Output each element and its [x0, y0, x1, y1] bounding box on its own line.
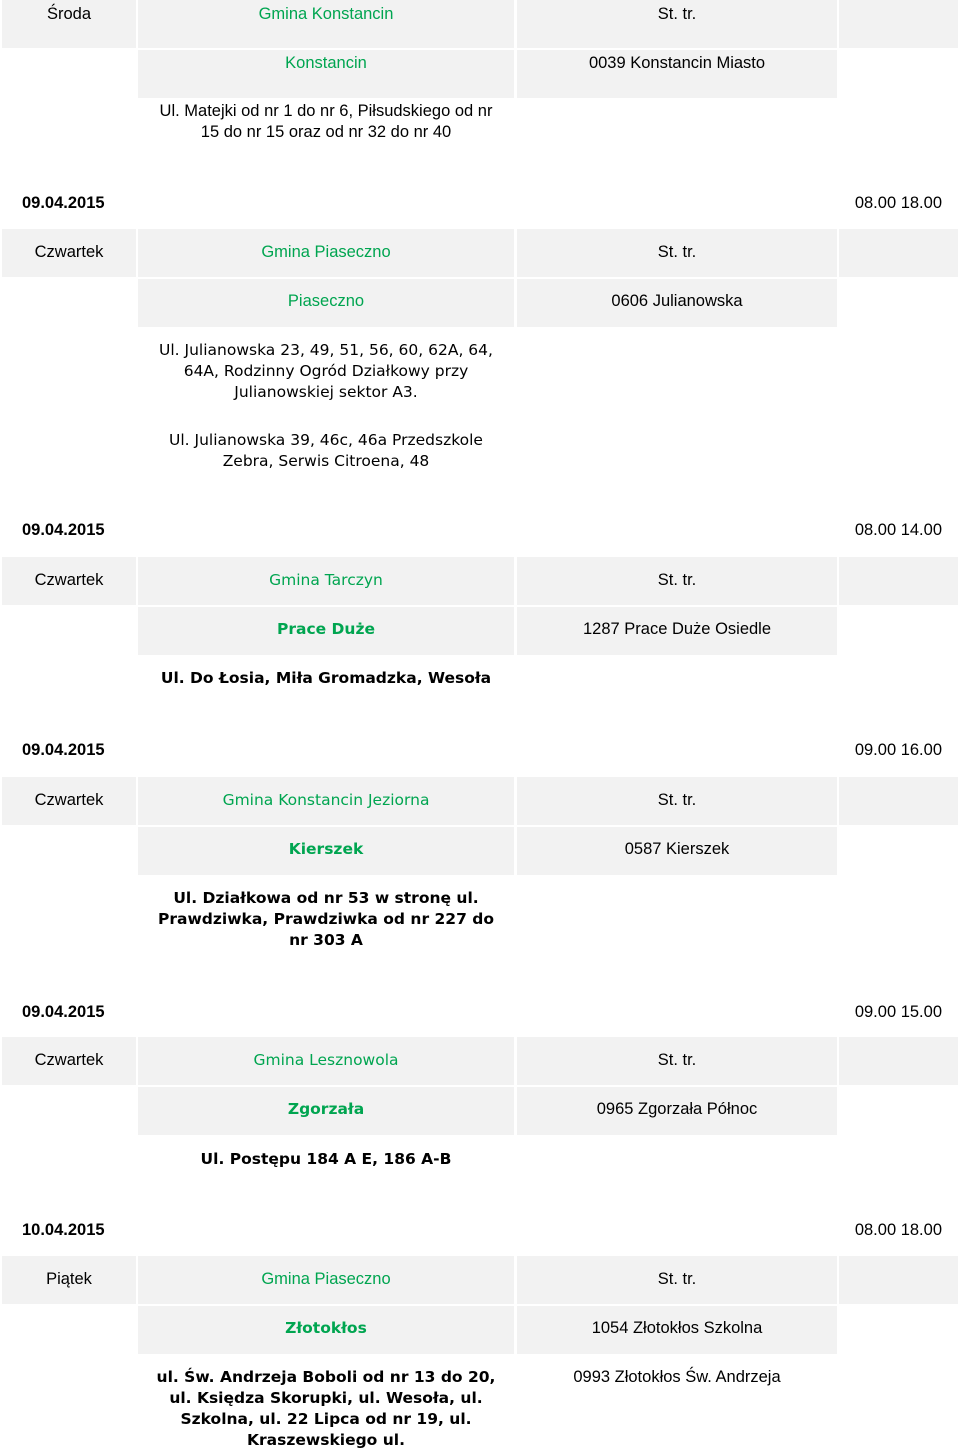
station-cell-2: [517, 1367, 837, 1388]
gmina-label: Gmina Konstancin Jeziorna: [222, 791, 430, 809]
gmina-cell: [138, 777, 514, 825]
streets-label: Ul. Julianowska 23, 49, 51, 56, 60, 62A, 64, 64A, Rodzinny Ogród Działkowy przy Julianowskiej sektor A3.: [159, 341, 493, 401]
streets-text-2: [138, 430, 514, 472]
hours-label: 08.00 18.00: [854, 1221, 942, 1239]
miejscowosc-cell: [138, 1306, 514, 1354]
streets-label: Ul. Postępu 184 A E, 186 A-B: [200, 1150, 452, 1168]
st-cell: [517, 1256, 837, 1304]
miejscowosc-label: Konstancin: [285, 54, 367, 72]
gmina-label: Gmina Konstancin: [258, 5, 394, 23]
streets-label-2: Ul. Julianowska 39, 46c, 46a Przedszkole Zebra, Serwis Citroena, 48: [169, 431, 483, 470]
miejscowosc-label: Kierszek: [288, 840, 364, 858]
st-label: St. tr.: [657, 791, 697, 809]
date-label: 09.04.2015: [22, 521, 105, 539]
station-label: 1287 Prace Duże Osiedle: [582, 620, 772, 638]
hours-cell: [839, 1037, 958, 1085]
streets-text: [138, 101, 514, 143]
hours-cell: [839, 0, 958, 48]
gmina-cell: [138, 557, 514, 605]
miejscowosc-cell: [138, 827, 514, 875]
miejscowosc-label: Piaseczno: [287, 292, 365, 310]
hours-cell: [839, 777, 958, 825]
day-label: Środa: [46, 5, 92, 23]
st-label: St. tr.: [657, 1270, 697, 1288]
st-label: St. tr.: [657, 5, 697, 23]
st-cell: [517, 777, 837, 825]
st-cell: [517, 557, 837, 605]
day-label: Czwartek: [34, 791, 104, 809]
st-label: St. tr.: [657, 1051, 697, 1069]
gmina-cell: [138, 1037, 514, 1085]
hours-cell: [839, 229, 958, 277]
streets-label: Ul. Matejki od nr 1 do nr 6, Piłsudskiego od nr 15 do nr 15 oraz od nr 32 do nr 40: [159, 102, 493, 141]
streets-label: ul. Św. Andrzeja Boboli od nr 13 do 20, ul. Księdza Skorupki, ul. Wesoła, ul. Szkolna, ul. 22 Lipca od nr 19, ul. Kraszewskiego ul.: [156, 1368, 496, 1449]
miejscowosc-cell: [138, 607, 514, 655]
station-label: 0587 Kierszek: [624, 840, 730, 858]
miejscowosc-cell: [138, 279, 514, 327]
day-label: Czwartek: [34, 1051, 104, 1069]
date-label: 09.04.2015: [22, 194, 105, 212]
gmina-cell: [138, 229, 514, 277]
streets-label: Ul. Działkowa od nr 53 w stronę ul. Prawdziwka, Prawdziwka od nr 227 do nr 303 A: [158, 889, 494, 949]
day-label: Piątek: [46, 1270, 92, 1288]
streets-text: [138, 888, 514, 951]
gmina-label: Gmina Lesznowola: [253, 1051, 399, 1069]
hours-label: 08.00 18.00: [854, 194, 942, 212]
station-label: 0965 Zgorzała Północ: [596, 1100, 758, 1118]
station-label: 1054 Złotokłos Szkolna: [591, 1319, 763, 1337]
day-cell: [2, 1037, 136, 1085]
hours-cell: [839, 1256, 958, 1304]
station-cell: [517, 279, 837, 327]
streets-text: [138, 668, 514, 689]
gmina-label: Gmina Piaseczno: [261, 243, 391, 261]
gmina-label: Gmina Piaseczno: [261, 1270, 391, 1288]
miejscowosc-cell: [138, 1087, 514, 1135]
station-cell: [517, 1087, 837, 1135]
day-label: Czwartek: [34, 243, 104, 261]
station-label-2: 0993 Złotokłos Św. Andrzeja: [573, 1368, 781, 1386]
day-cell: [2, 1256, 136, 1304]
station-cell: [517, 50, 837, 98]
hours-label: 09.00 16.00: [854, 741, 942, 759]
hours-label: 08.00 14.00: [854, 521, 942, 539]
st-label: St. tr.: [657, 571, 697, 589]
st-cell: [517, 0, 837, 48]
miejscowosc-cell: [138, 50, 514, 98]
gmina-cell: [138, 1256, 514, 1304]
date-label: 10.04.2015: [22, 1221, 105, 1239]
miejscowosc-label: Prace Duże: [277, 620, 375, 638]
station-cell: [517, 827, 837, 875]
streets-text: [138, 1367, 514, 1451]
miejscowosc-label: Zgorzała: [287, 1100, 365, 1118]
day-label: Czwartek: [34, 571, 104, 589]
miejscowosc-label: Złotokłos: [285, 1319, 367, 1337]
gmina-cell: [138, 0, 514, 48]
day-cell: [2, 777, 136, 825]
st-cell: [517, 229, 837, 277]
day-cell: [2, 229, 136, 277]
day-cell: [2, 0, 136, 48]
streets-label: Ul. Do Łosia, Miła Gromadzka, Wesoła: [160, 669, 492, 687]
day-cell: [2, 557, 136, 605]
gmina-label: Gmina Tarczyn: [269, 571, 383, 589]
hours-label: 09.00 15.00: [854, 1003, 942, 1021]
streets-text: [138, 1149, 514, 1170]
station-label: 0606 Julianowska: [611, 292, 743, 310]
st-cell: [517, 1037, 837, 1085]
st-label: St. tr.: [657, 243, 697, 261]
station-cell: [517, 607, 837, 655]
streets-text: [138, 340, 514, 403]
hours-cell: [839, 557, 958, 605]
date-label: 09.04.2015: [22, 1003, 105, 1021]
station-cell: [517, 1306, 837, 1354]
station-label: 0039 Konstancin Miasto: [588, 54, 766, 72]
date-label: 09.04.2015: [22, 741, 105, 759]
